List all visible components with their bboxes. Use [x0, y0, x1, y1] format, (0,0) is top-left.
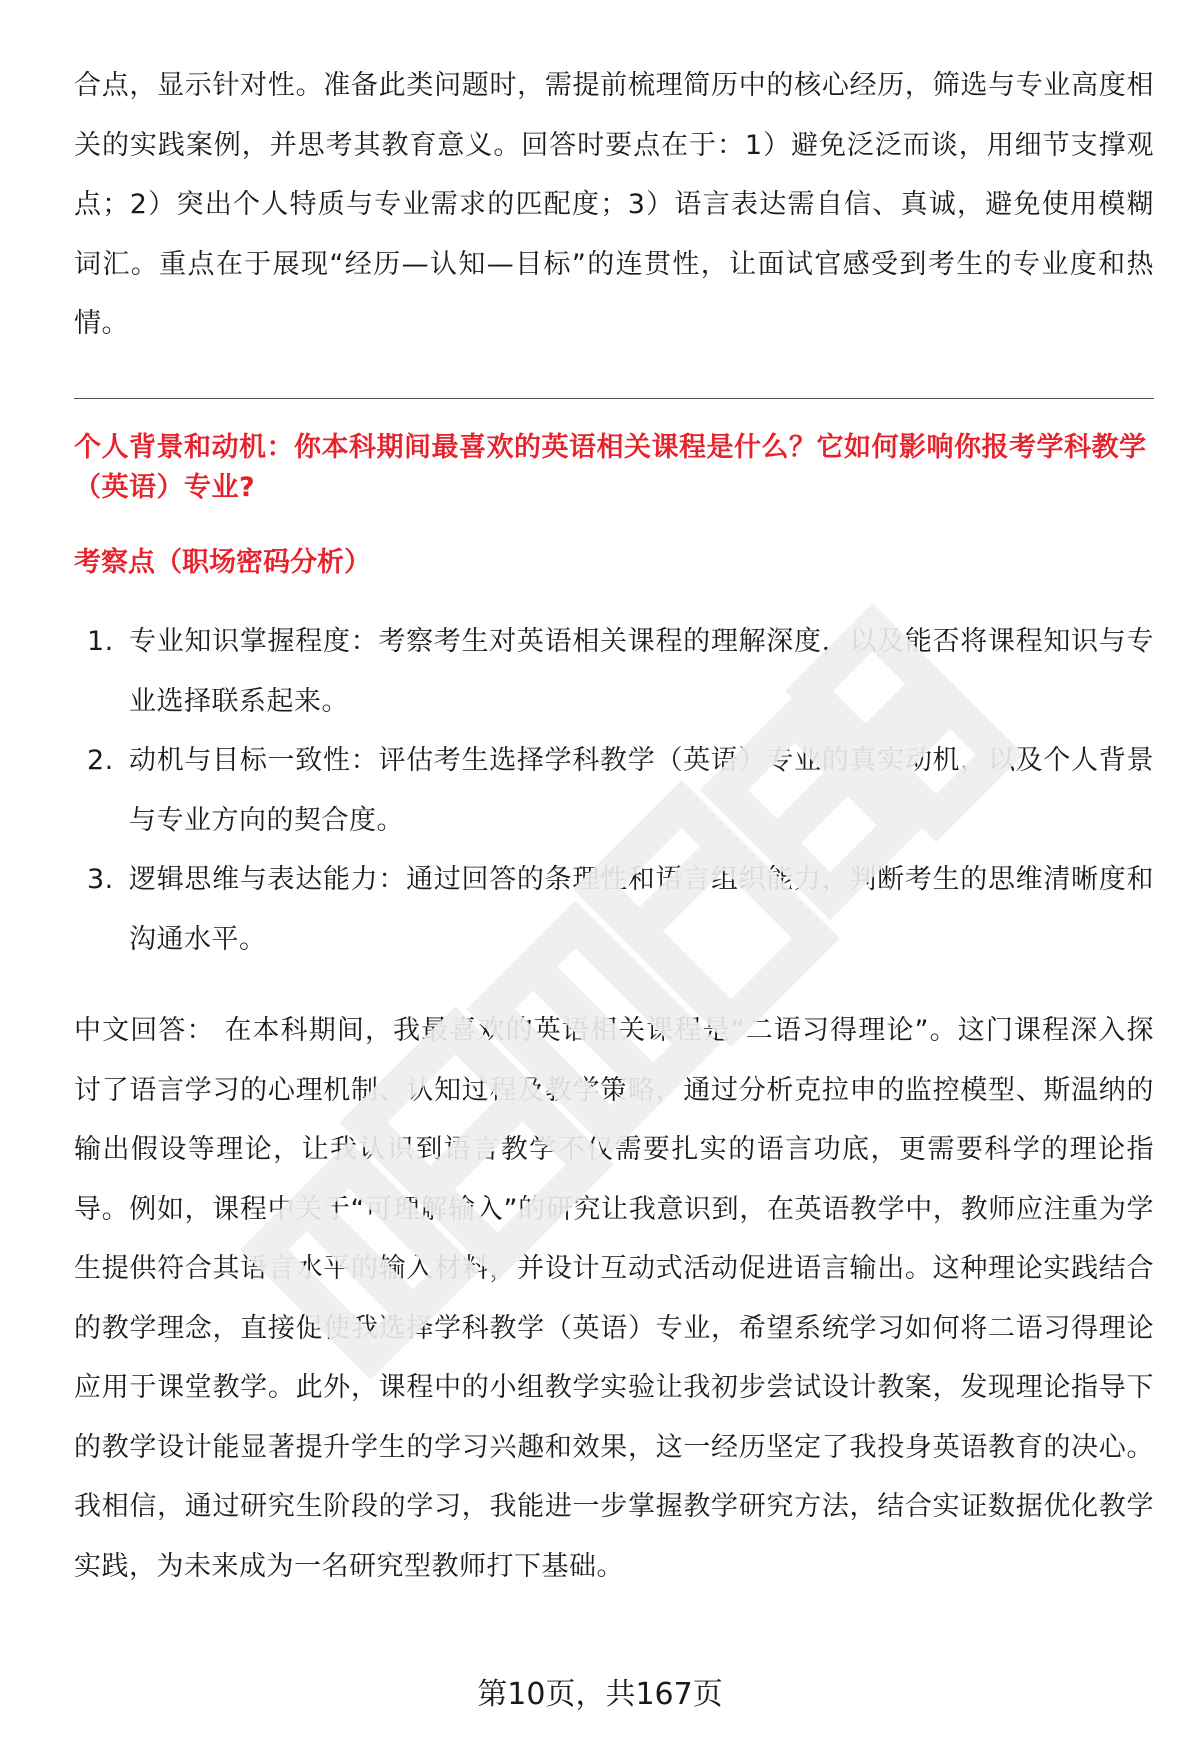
list-item-text: 专业知识掌握程度：考察考生对英语相关课程的理解深度，以及能否将课程知识与专业选择联系起来。 [129, 626, 1154, 717]
answer-paragraph: 中文回答： 在本科期间，我最喜欢的英语相关课程是“二语习得理论”。这门课程深入探讨了语言学习的心理机制、认知过程及教学策略，通过分析克拉申的监控模型、斯温纳的输出假设等理论，让我认识到语言教学不仅需要扎实的语言功底，更需要科学的理论指导。例如，课程中关于“可理解输入”的研究让我意识到，在英语教学中，教师应注重为学生提供符合其语言水平的输入材料，并设计互动式活动促进语言输出。这种理论实践结合的教学理念，直接促使我选择学科教学（英语）专业，希望系统学习如何将二语习得理论应用于课堂教学。此外，课程中的小组教学实验让我初步尝试设计教案，发现理论指导下的教学设计能显著提升学生的学习兴趣和效果，这一经历坚定了我投身英语教育的决心。我相信，通过研究生阶段的学习，我能进一步掌握教学研究方法，结合实证数据优化教学实践，为未来成为一名研究型教师打下基础。 [74, 1015, 1154, 1582]
list-item [74, 612, 1154, 731]
list-item-text: 动机与目标一致性：评估考生选择学科教学（英语）专业的真实动机，以及个人背景与专业方向的契合度。 [129, 745, 1154, 836]
page-number-footer: 第10页，共167页 [477, 1677, 723, 1712]
answer-section [74, 1001, 1154, 1596]
list-item-number: 1. [87, 626, 114, 657]
question-heading: 个人背景和动机：你本科期间最喜欢的英语相关课程是什么？它如何影响你报考学科教学（英语）专业? [74, 432, 1147, 503]
intro-paragraph: 合点，显示针对性。准备此类问题时，需提前梳理简历中的核心经历，筛选与专业高度相关的实践案例，并思考其教育意义。回答时要点在于：1）避免泛泛而谈，用细节支撑观点；2）突出个人特质与专业需求的匹配度；3）语言表达需自信、真诚，避免使用模糊词汇。重点在于展现“经历—认知—目标”的连贯性，让面试官感受到考生的专业度和热情。 [74, 70, 1154, 339]
section-divider [74, 398, 1154, 399]
list-item-number: 2. [87, 745, 114, 776]
evaluation-points-heading: 考察点（职场密码分析） [74, 547, 371, 578]
intro-section [74, 56, 1154, 354]
list-item [74, 850, 1154, 969]
list-item-text: 逻辑思维与表达能力：通过回答的条理性和语言组织能力，判断考生的思维清晰度和沟通水平。 [129, 864, 1154, 955]
evaluation-points-list [74, 612, 1154, 969]
list-item-number: 3. [87, 864, 114, 895]
list-item [74, 731, 1154, 850]
